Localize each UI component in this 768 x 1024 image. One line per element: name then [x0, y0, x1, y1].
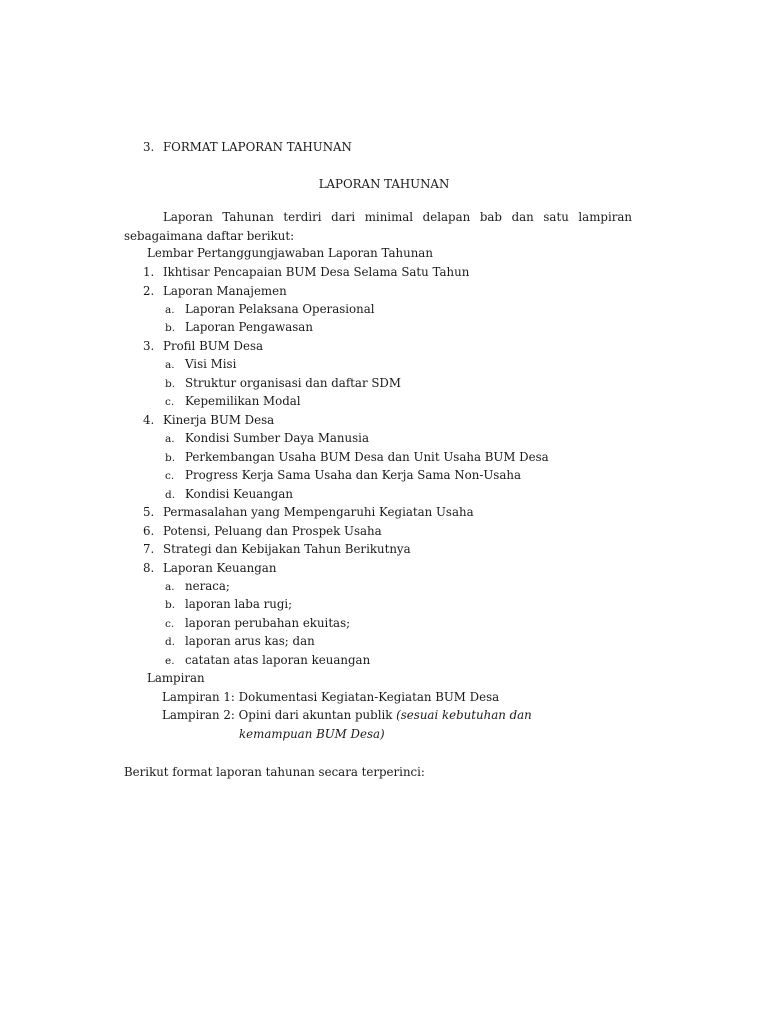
- list-subitem: a. neraca;: [165, 579, 230, 593]
- list-item: 7. Strategi dan Kebijakan Tahun Berikutnya: [143, 542, 411, 556]
- closing-line: Berikut format laporan tahunan secara terperinci:: [124, 765, 425, 779]
- intro-paragraph: Laporan Tahunan terdiri dari minimal delapan bab dan satu lampiran sebagaimana daftar berikut:: [124, 210, 632, 243]
- list-subitem: e. catatan atas laporan keuangan: [165, 653, 371, 667]
- list-subitem: c. laporan perubahan ekuitas;: [165, 616, 351, 630]
- list-subitem: a. Kondisi Sumber Daya Manusia: [165, 431, 369, 445]
- list-item: 4. Kinerja BUM Desa: [143, 413, 275, 427]
- list-subitem: b. Perkembangan Usaha BUM Desa dan Unit Usaha BUM Desa: [165, 450, 549, 464]
- list-item: 8. Laporan Keuangan: [143, 561, 277, 575]
- list-subitem: b. Struktur organisasi dan daftar SDM: [165, 376, 401, 390]
- lampiran-item-2-note-cont: kemampuan BUM Desa): [239, 727, 385, 741]
- list-subitem: c. Kepemilikan Modal: [165, 394, 301, 408]
- section-heading-text: FORMAT LAPORAN TAHUNAN: [163, 140, 352, 154]
- list-subitem: d. laporan arus kas; dan: [165, 634, 315, 648]
- list-item: 3. Profil BUM Desa: [143, 339, 264, 353]
- lampiran-item-2: [162, 707, 532, 723]
- list-item: 2. Laporan Manajemen: [143, 284, 287, 298]
- list-subitem: c. Progress Kerja Sama Usaha dan Kerja Sama Non-Usaha: [165, 468, 522, 482]
- list-subitem: a. Visi Misi: [165, 357, 237, 371]
- lampiran-item-1: Lampiran 1: Dokumentasi Kegiatan-Kegiatan BUM Desa: [162, 690, 500, 704]
- list-item: 1. Ikhtisar Pencapaian BUM Desa Selama Satu Tahun: [143, 265, 470, 279]
- section-heading-number: 3.: [143, 140, 155, 154]
- list-subitem: b. Laporan Pengawasan: [165, 320, 313, 334]
- section-heading: [143, 139, 352, 155]
- list-item: 6. Potensi, Peluang dan Prospek Usaha: [143, 524, 382, 538]
- list-subitem: b. laporan laba rugi;: [165, 597, 293, 611]
- list-subitem: d. Kondisi Keuangan: [165, 487, 293, 501]
- lampiran-item-2-note: (sesuai kebutuhan dan: [396, 708, 532, 722]
- lampiran-heading: Lampiran: [147, 671, 205, 685]
- lampiran-item-2-text: Lampiran 2: Opini dari akuntan publik: [162, 708, 397, 722]
- list-subitem: a. Laporan Pelaksana Operasional: [165, 302, 375, 316]
- page-title: LAPORAN TAHUNAN: [318, 177, 450, 191]
- list-item: 5. Permasalahan yang Mempengaruhi Kegiatan Usaha: [143, 505, 474, 519]
- preface-line: Lembar Pertanggungjawaban Laporan Tahunan: [147, 246, 433, 260]
